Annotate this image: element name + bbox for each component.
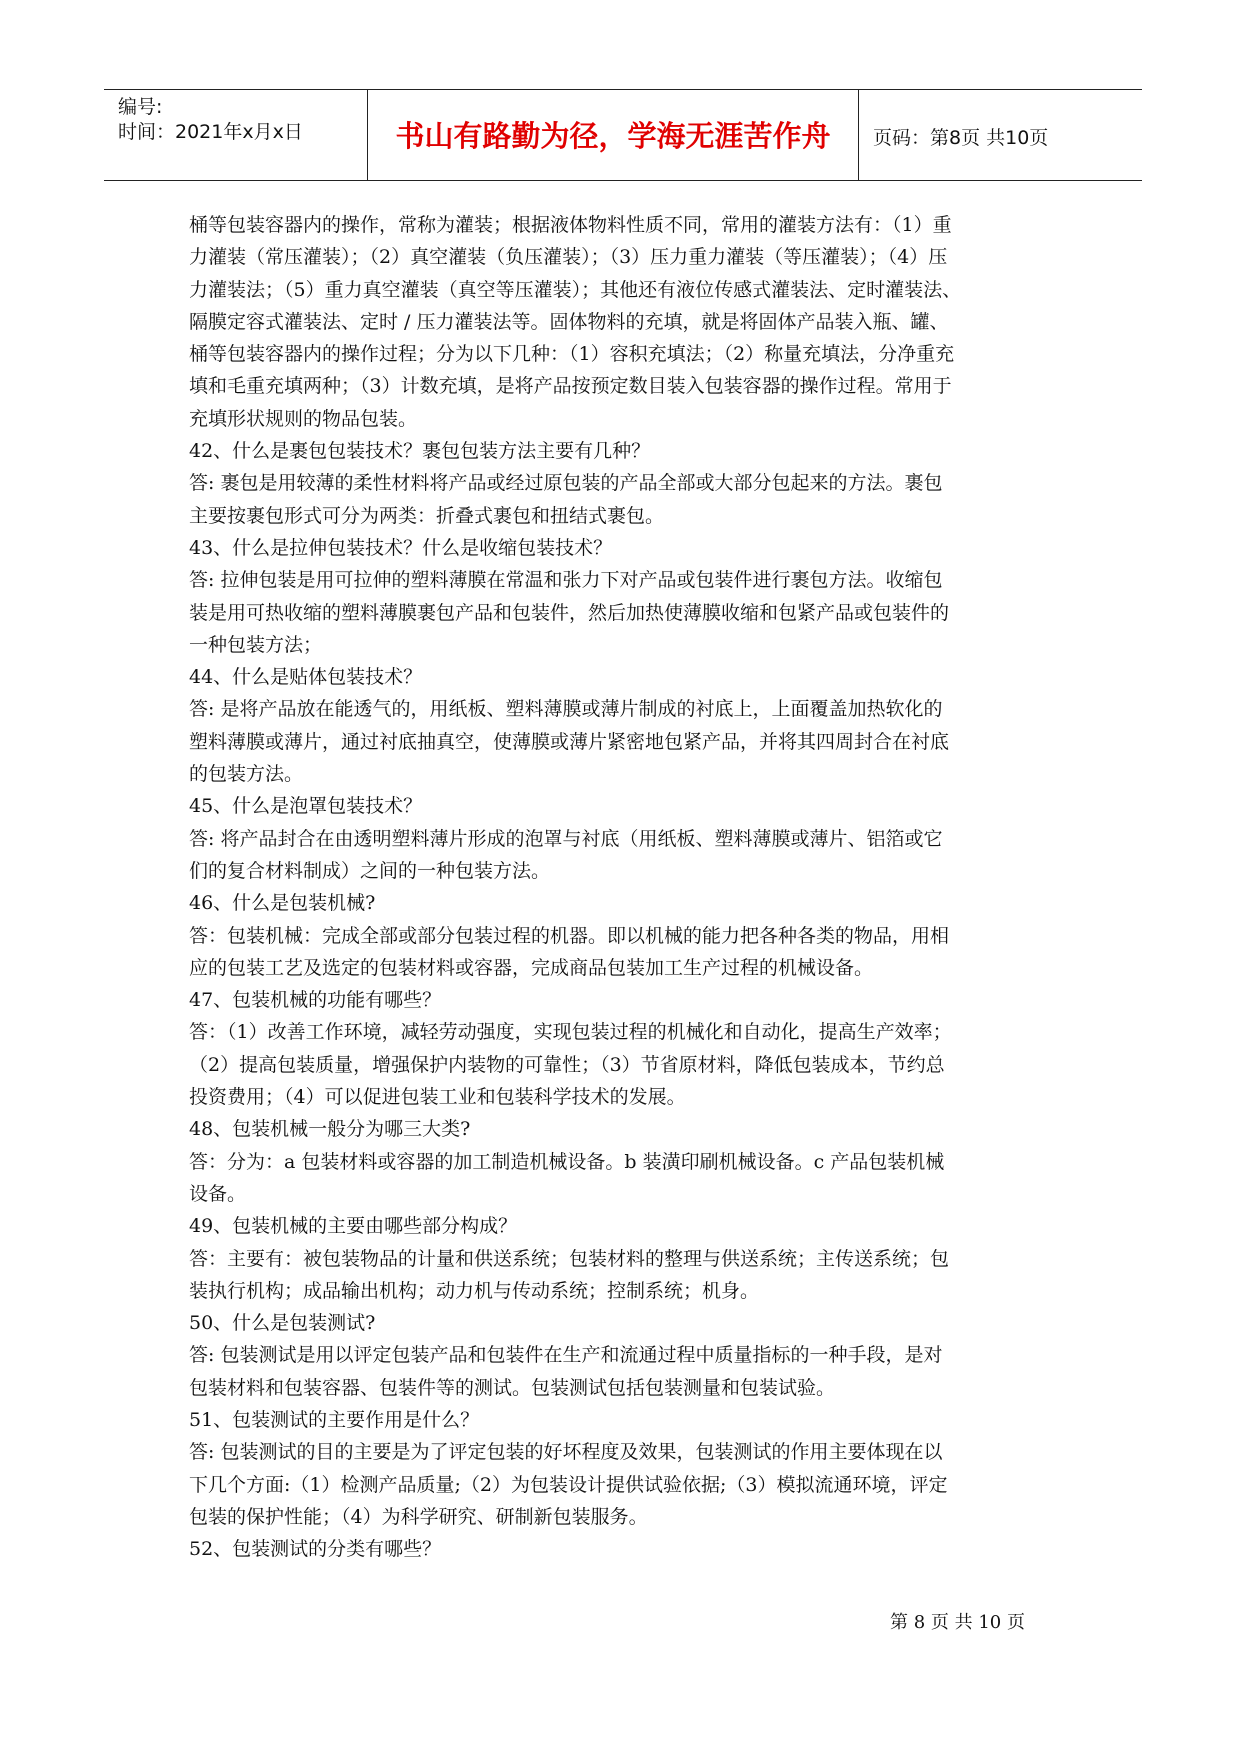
- document-body: [189, 209, 1059, 1565]
- text-line: 力灌装（常压灌装）；（2）真空灌装（负压灌装）；（3）压力重力灌装（等压灌装）；（4）压: [189, 246, 948, 269]
- text-line: 设备。: [189, 1182, 247, 1205]
- text-line: 50、什么是包装测试?: [189, 1312, 376, 1335]
- header-page-cell: [859, 90, 1142, 180]
- text-line: 47、包装机械的功能有哪些？: [189, 989, 442, 1012]
- text-line: 45、什么是泡罩包装技术？: [189, 795, 423, 818]
- text-line: 42、什么是裹包包装技术？裹包包装方法主要有几种？: [189, 440, 651, 463]
- text-line: 48、包装机械一般分为哪三大类?: [189, 1118, 471, 1141]
- text-line: 答：包装机械：完成全部或部分包装过程的机器。即以机械的能力把各种各类的物品，用相: [189, 924, 950, 947]
- text-line: 桶等包装容器内的操作过程；分为以下几种：（1）容积充填法；（2）称量充填法，分净重充: [189, 343, 955, 366]
- text-line: 答: 将产品封合在由透明塑料薄片形成的泡罩与衬底（用纸板、塑料薄膜或薄片、铝箔或它: [189, 827, 943, 850]
- text-line: 主要按裹包形式可分为两类：折叠式裹包和扭结式裹包。: [189, 504, 665, 527]
- text-line: 投资费用；（4）可以促进包装工业和包装科学技术的发展。: [189, 1086, 686, 1109]
- document-time-label: 时间：2021年x月x日: [118, 121, 303, 143]
- text-line: 答: 裹包是用较薄的柔性材料将产品或经过原包装的产品全部或大部分包起来的方法。裹包: [189, 472, 943, 495]
- text-line: 充填形状规则的物品包装。: [189, 407, 418, 430]
- text-line: 力灌装法；（5）重力真空灌装（真空等压灌装）；其他还有液位传感式灌装法、定时灌装法、: [189, 278, 962, 301]
- text-line: 装执行机构；成品输出机构；动力机与传动系统；控制系统；机身。: [189, 1279, 760, 1302]
- text-line: 43、什么是拉伸包装技术？什么是收缩包装技术？: [189, 536, 613, 559]
- text-line: 49、包装机械的主要由哪些部分构成？: [189, 1215, 518, 1238]
- header-info-cell: [104, 90, 368, 180]
- text-line: 装是用可热收缩的塑料薄膜裹包产品和包装件，然后加热使薄膜收缩和包紧产品或包装件的: [189, 601, 950, 624]
- text-line: （2）提高包装质量，增强保护内装物的可靠性；（3）节省原材料，降低包装成本，节约总: [189, 1053, 945, 1076]
- text-line: 51、包装测试的主要作用是什么？: [189, 1408, 480, 1431]
- text-line: 填和毛重充填两种；（3）计数充填，是将产品按预定数目装入包装容器的操作过程。常用于: [189, 375, 952, 398]
- text-line: 塑料薄膜或薄片，通过衬底抽真空，使薄膜或薄片紧密地包紧产品，并将其四周封合在衬底: [189, 730, 950, 753]
- text-line: 答：（1）改善工作环境，减轻劳动强度，实现包装过程的机械化和自动化，提高生产效率；: [189, 1021, 952, 1044]
- text-line: 的包装方法。: [189, 763, 304, 786]
- text-line: 答: 包装测试的目的主要是为了评定包装的好坏程度及效果，包装测试的作用主要体现在以: [189, 1441, 943, 1464]
- text-line: 答: 是将产品放在能透气的，用纸板、塑料薄膜或薄片制成的衬底上，上面覆盖加热软化的: [189, 698, 943, 721]
- text-line: 桶等包装容器内的操作，常称为灌装；根据液体物料性质不同，常用的灌装方法有：（1）重: [189, 214, 952, 236]
- header-motto: 书山有路勤为径，学海无涯苦作舟: [395, 119, 831, 153]
- text-line: 隔膜定容式灌装法、定时 / 压力灌装法等。固体物料的充填，就是将固体产品装入瓶、罐、: [189, 310, 949, 333]
- text-line: 一种包装方法；: [189, 633, 323, 656]
- text-line: 46、什么是包装机械?: [189, 892, 376, 915]
- text-line: 52、包装测试的分类有哪些？: [189, 1538, 442, 1561]
- text-line: 答: 拉伸包装是用可拉伸的塑料薄膜在常温和张力下对产品或包装件进行裹包方法。收缩包: [189, 569, 943, 592]
- text-line: 包装的保护性能；（4）为科学研究、研制新包装服务。: [189, 1505, 648, 1528]
- text-line: 答: 包装测试是用以评定包装产品和包装件在生产和流通过程中质量指标的一种手段，是对: [189, 1344, 943, 1367]
- text-line: 下几个方面:（1）检测产品质量;（2）为包装设计提供试验依据;（3）模拟流通环境，评定: [189, 1473, 948, 1496]
- text-line: 答：分为：a 包装材料或容器的加工制造机械设备。b 装潢印刷机械设备。c 产品包装机械: [189, 1150, 945, 1173]
- text-line: 们的复合材料制成）之间的一种包装方法。: [189, 859, 551, 882]
- header-motto-cell: [368, 90, 859, 180]
- document-number-label: 编号:: [118, 96, 163, 118]
- text-line: 应的包装工艺及选定的包装材料或容器，完成商品包装加工生产过程的机械设备。: [189, 956, 874, 979]
- text-line: 答：主要有：被包装物品的计量和供送系统；包装材料的整理与供送系统；主传送系统；包: [189, 1247, 950, 1270]
- text-line: 44、什么是贴体包装技术？: [189, 666, 423, 689]
- page-header: [104, 89, 1142, 181]
- footer-page-number: 第 8 页 共 10 页: [890, 1612, 1025, 1633]
- text-line: 包装材料和包装容器、包装件等的测试。包装测试包括包装测量和包装试验。: [189, 1376, 836, 1399]
- header-page-number: 页码：第8页 共10页: [873, 127, 1049, 149]
